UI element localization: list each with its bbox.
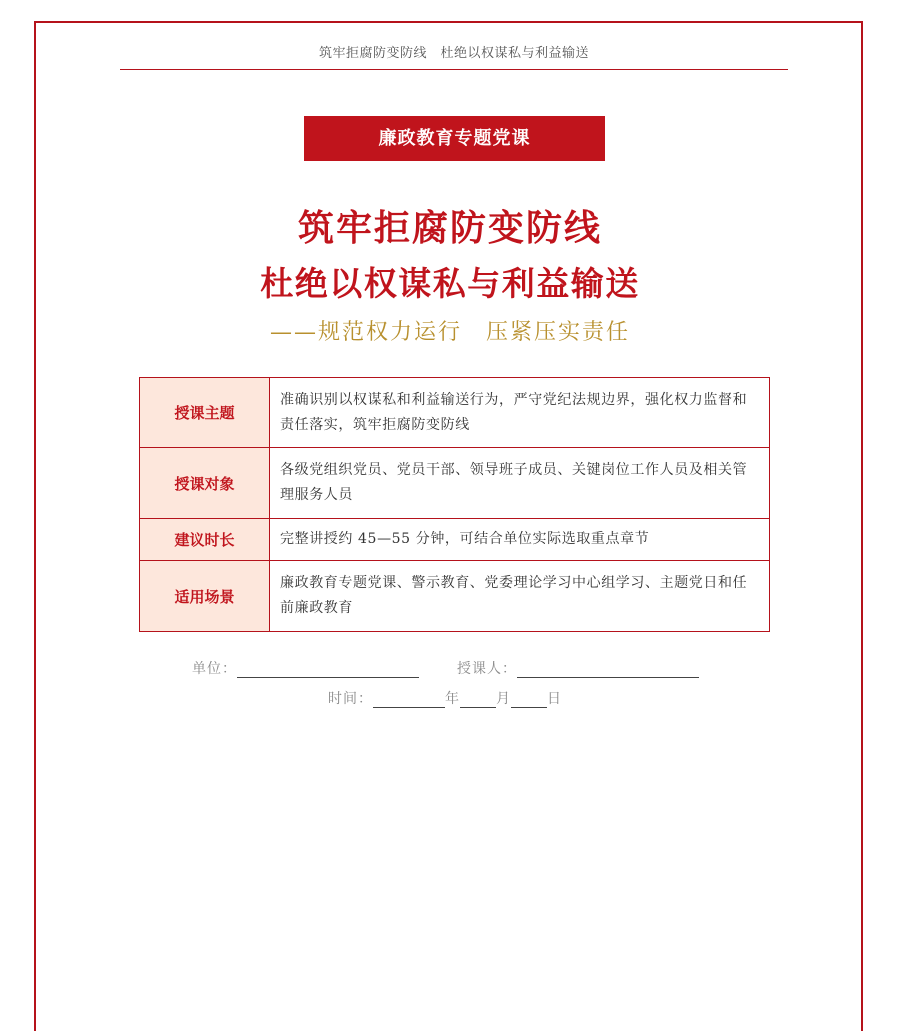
year-blank[interactable] — [373, 691, 445, 708]
time-label: 时间： — [328, 691, 373, 707]
year-label: 年 — [445, 691, 460, 707]
date-line — [328, 688, 562, 708]
table-row — [140, 378, 770, 448]
row-value-scene: 廉政教育专题党课、警示教育、党委理论学习中心组学习、主题党日和任前廉政教育 — [270, 561, 770, 632]
main-title-line1: 筑牢拒腐防变防线 — [297, 207, 602, 249]
row-value-duration: 完整讲授约 45—55 分钟，可结合单位实际选取重点章节 — [270, 519, 770, 561]
row-label-audience: 授课对象 — [140, 448, 270, 519]
row-label-duration: 建议时长 — [140, 519, 270, 561]
course-info-table — [139, 377, 770, 632]
table-row — [140, 448, 770, 519]
day-label: 日 — [547, 691, 562, 707]
table-row — [140, 561, 770, 632]
row-label-topic: 授课主题 — [140, 378, 270, 448]
header-divider — [120, 69, 788, 70]
table-row — [140, 519, 770, 561]
main-title-line2: 杜绝以权谋私与利益输送 — [260, 264, 640, 303]
course-type-banner: 廉政教育专题党课 — [304, 116, 605, 161]
lecturer-blank[interactable] — [517, 661, 699, 678]
subtitle: ——规范权力运行 压紧压实责任 — [269, 320, 630, 345]
row-value-audience: 各级党组织党员、党员干部、领导班子成员、关键岗位工作人员及相关管理服务人员 — [270, 448, 770, 519]
day-blank[interactable] — [511, 691, 547, 708]
unit-label: 单位： — [192, 661, 237, 677]
month-blank[interactable] — [460, 691, 496, 708]
row-value-topic: 准确识别以权谋私和利益输送行为，严守党纪法规边界，强化权力监督和责任落实，筑牢拒腐防变防线 — [270, 378, 770, 448]
unit-blank[interactable] — [237, 661, 419, 678]
lecturer-label: 授课人： — [457, 661, 517, 677]
running-header: 筑牢拒腐防变防线 杜绝以权谋私与利益输送 — [318, 46, 589, 61]
unit-lecturer-line — [192, 658, 699, 678]
month-label: 月 — [496, 691, 511, 707]
row-label-scene: 适用场景 — [140, 561, 270, 632]
